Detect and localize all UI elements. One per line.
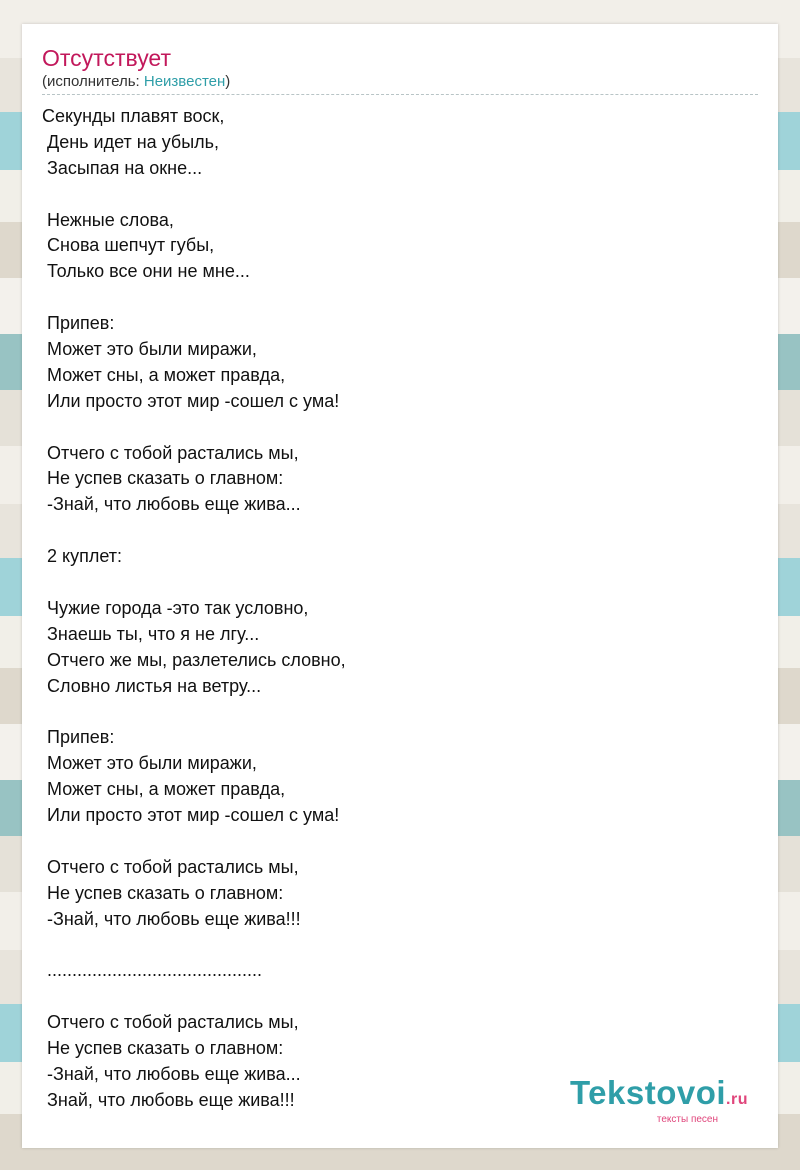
logo-tagline: тексты песен: [656, 1114, 718, 1125]
lyric-line: Может это были миражи,: [42, 339, 257, 360]
lyric-line: Или просто этот мир -сошел с ума!: [42, 390, 340, 411]
lyric-line: Секунды плавят воск,: [42, 106, 225, 126]
lyric-line: Нежные слова,: [42, 209, 174, 230]
lyric-line: Снова шепчут губы,: [42, 235, 215, 256]
logo-domain: .ru: [726, 1091, 748, 1108]
lyric-line: Чужие города -это так условно,: [42, 597, 309, 618]
lyric-line: [42, 285, 346, 311]
lyric-line: Или просто этот мир -сошел с ума!: [42, 805, 340, 826]
lyric-line: День идет на убыль,: [42, 131, 220, 152]
artist-prefix: (исполнитель:: [42, 73, 144, 90]
lyric-line: [42, 699, 346, 725]
lyric-line: [42, 984, 346, 1010]
lyric-line: Не успев сказать о главном:: [42, 882, 284, 903]
lyric-line: Не успев сказать о главном:: [42, 468, 284, 489]
lyric-line: Не успев сказать о главном:: [42, 1038, 284, 1059]
lyric-line: [42, 933, 346, 959]
artist-suffix: ): [225, 73, 231, 90]
title-divider: [42, 94, 758, 95]
lyric-line: ...........................................: [42, 960, 263, 981]
lyric-line: [42, 415, 346, 441]
lyric-line: Знаешь ты, что я не лгу...: [42, 623, 260, 644]
lyric-line: Припев:: [42, 727, 115, 748]
artist-link[interactable]: Неизвестен: [143, 73, 226, 90]
lyrics-text: [42, 104, 346, 1114]
lyric-line: Отчего с тобой растались мы,: [42, 442, 299, 463]
lyric-line: Отчего с тобой растались мы,: [42, 856, 299, 877]
site-logo[interactable]: [570, 1076, 748, 1126]
lyric-line: Засыпая на окне...: [42, 157, 203, 178]
lyric-line: -Знай, что любовь еще жива...: [42, 1063, 301, 1084]
lyric-line: Словно листья на ветру...: [42, 675, 262, 696]
lyric-line: -Знай, что любовь еще жива!!!: [42, 908, 301, 929]
lyric-line: Может сны, а может правда,: [42, 779, 286, 800]
lyric-line: [42, 182, 346, 208]
lyric-line: Знай, что любовь еще жива!!!: [42, 1089, 295, 1110]
lyric-line: -Знай, что любовь еще жива...: [42, 494, 301, 515]
lyric-line: Отчего же мы, разлетелись словно,: [42, 649, 346, 670]
lyric-line: Может сны, а может правда,: [42, 364, 286, 385]
lyric-line: Может это были миражи,: [42, 753, 257, 774]
lyric-line: [42, 829, 346, 855]
lyric-line: [42, 518, 346, 544]
lyric-line: 2 куплет:: [42, 546, 122, 567]
lyric-line: Припев:: [42, 313, 115, 334]
lyric-line: [42, 570, 346, 596]
logo-wordmark: Tekstovoi: [569, 1074, 727, 1111]
artist-line: [42, 73, 230, 91]
song-title: Отсутствует: [42, 45, 171, 71]
lyric-line: Отчего с тобой растались мы,: [42, 1012, 299, 1033]
lyric-line: Только все они не мне...: [42, 261, 250, 282]
lyrics-card: [22, 24, 778, 1148]
